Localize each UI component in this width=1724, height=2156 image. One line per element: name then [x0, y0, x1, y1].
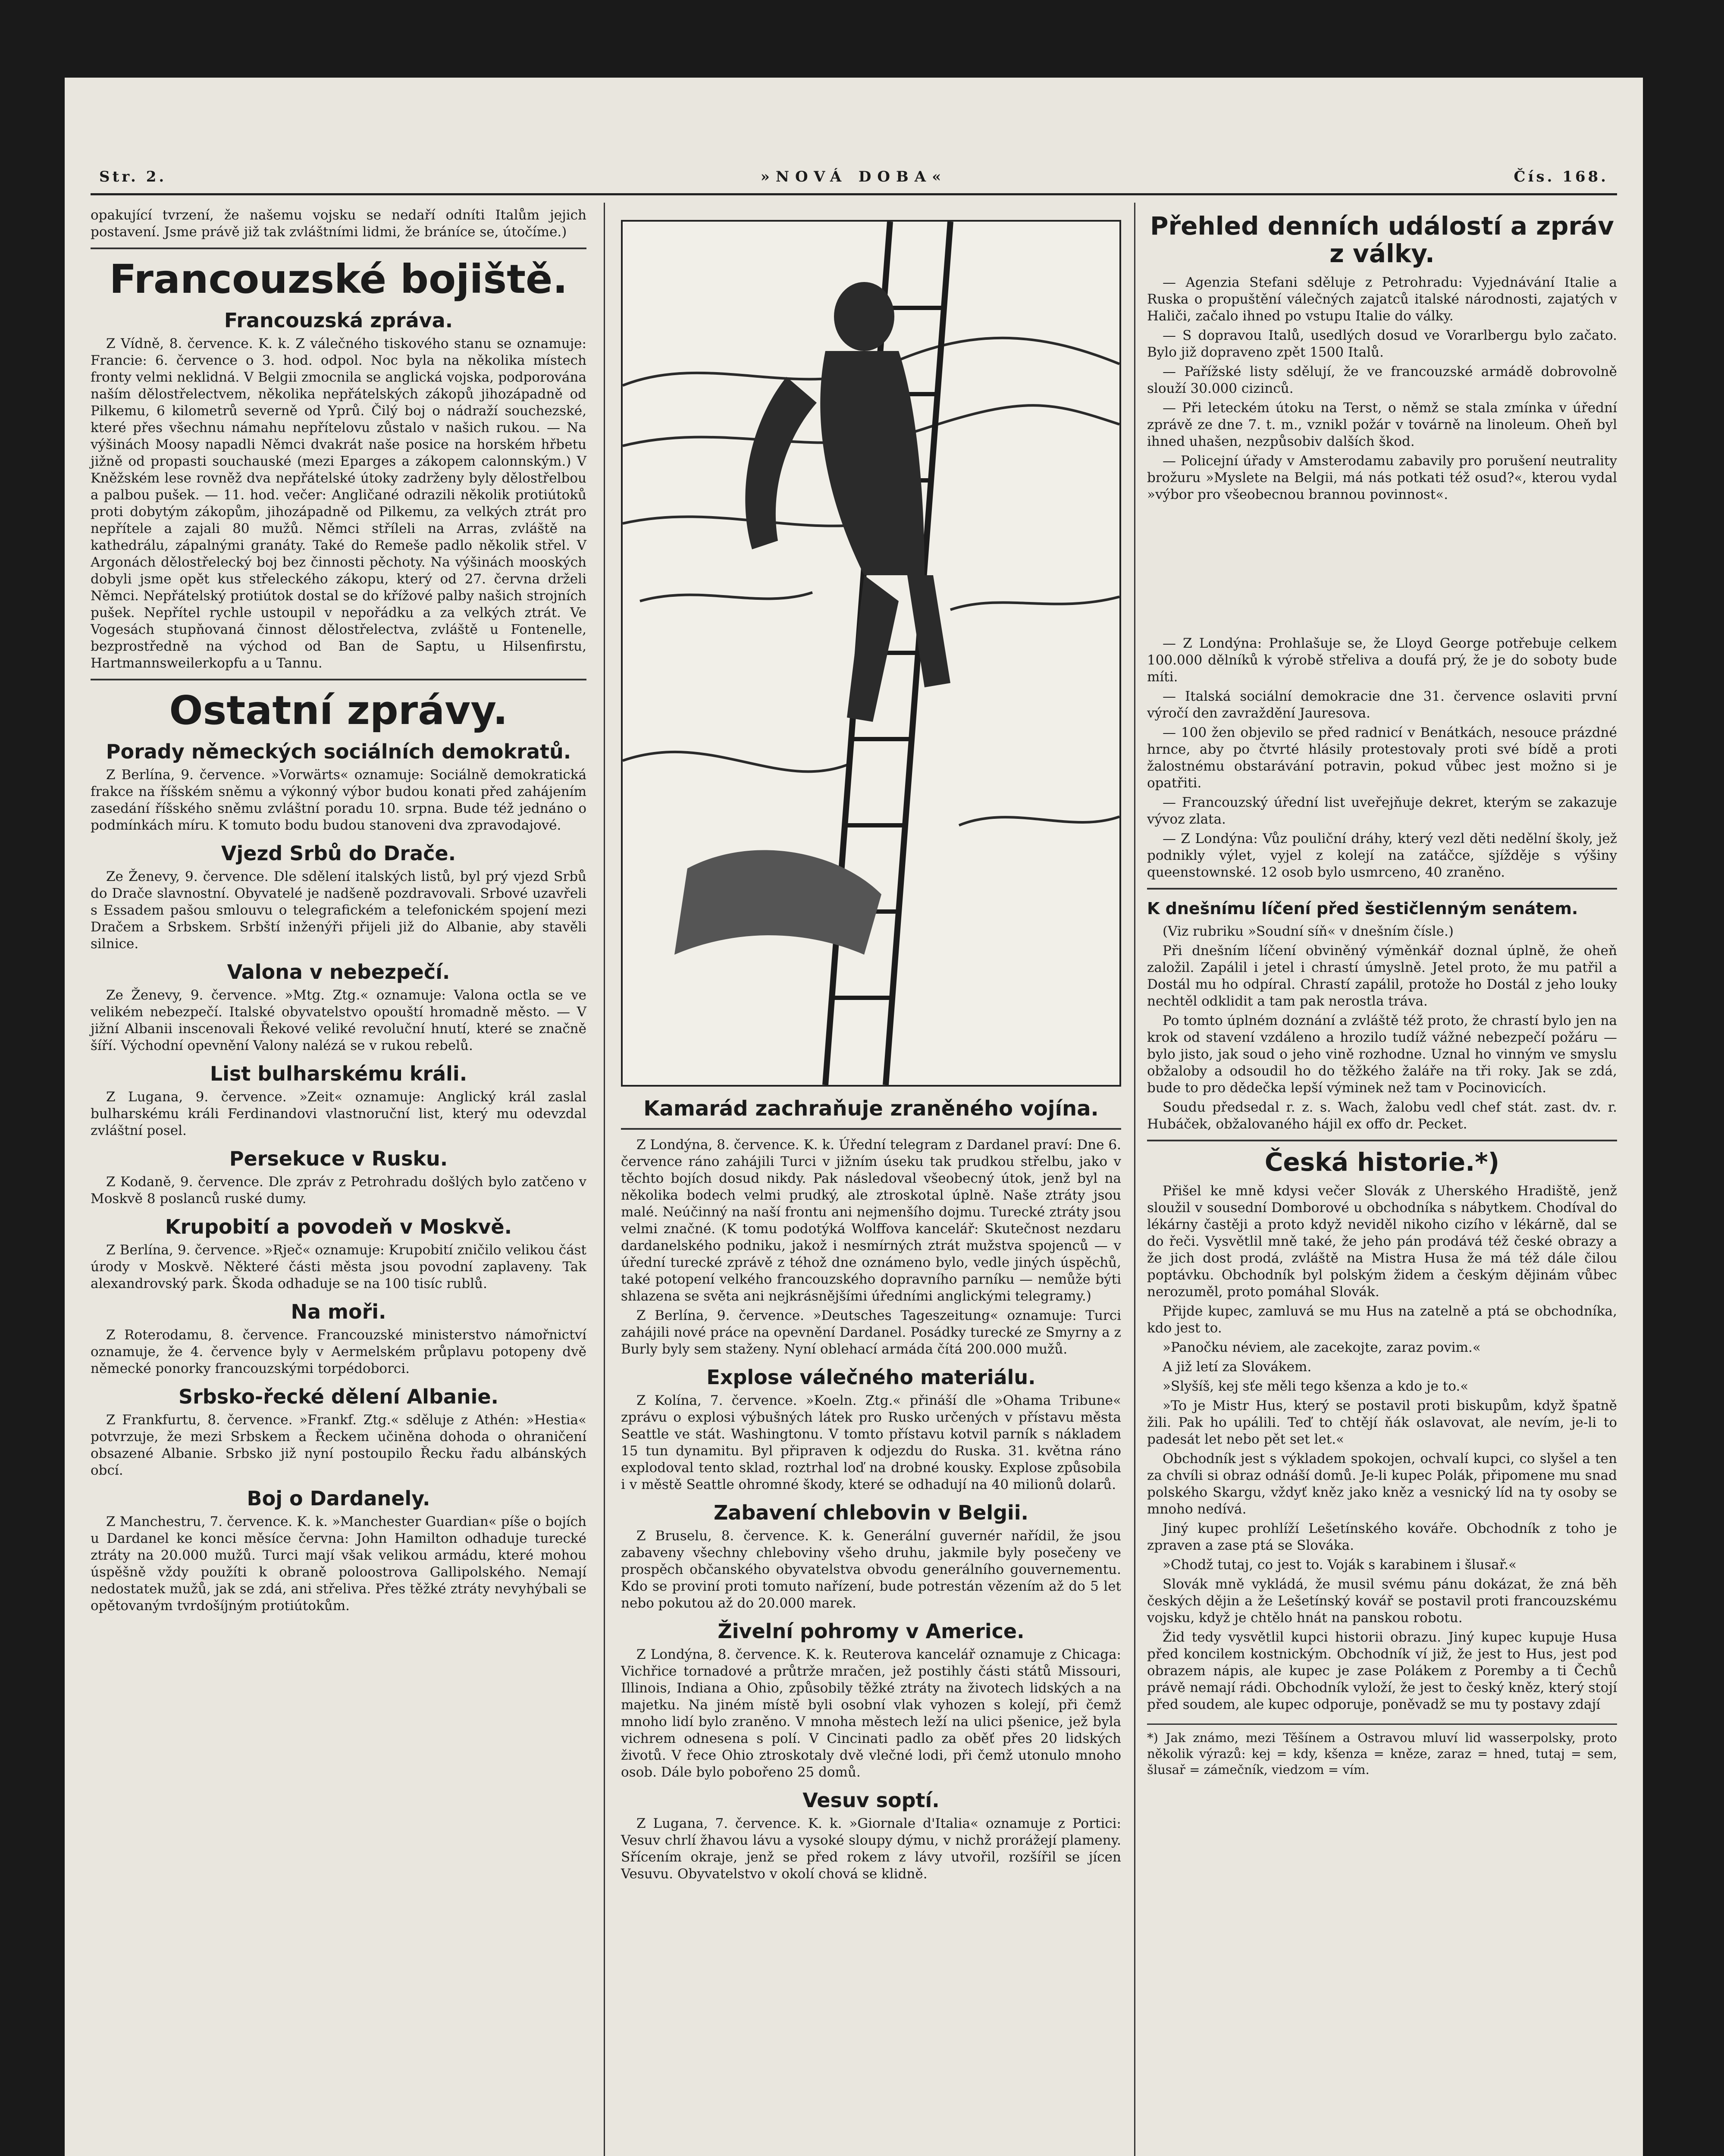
headline-mori: Na moři.: [291, 1300, 386, 1323]
separator: [91, 679, 586, 680]
article-historie: »Panočku néviem, ale zacekojte, zaraz povim.«: [1163, 1340, 1481, 1355]
article-srbove: Ze Ženevy, 9. července. Dle sdělení italských listů, byl prý vjezd Srbů do Drače slavnostní. Obyvatelé je nadšeně pozdravovali. Srbové uzavřeli s Essadem pašou smlouvu o telegrafickém a telefonickém spojení mezi Dračem a Srbskem. Srbští inženýři přijeli již do Albanie, aby stavěli silnice.: [91, 869, 586, 952]
newspaper-page: [65, 78, 1643, 2156]
column-middle: [621, 207, 1121, 1885]
header-rule: [91, 193, 1617, 195]
headline-persekuce: Persekuce v Rusku.: [229, 1147, 448, 1170]
headline-srbove: Vjezd Srbů do Drače.: [221, 842, 456, 865]
prehled-item: — Policejní úřady v Amsterodamu zabavily pro porušení neutrality brožuru »Myslete na Belgii, má nás potkati též osud?«, kterou vydal »výbor pro všeobecnou brannou povinnost«.: [1147, 453, 1617, 502]
prehled-item: — 100 žen objevilo se před radnicí v Benátkách, nesouce prázdné hrnce, aby po čtvrté hlásily protestovaly proti své bídě a proti žalostnému obstarávání potravin, pokud vůbec jest možno si je opatřiti.: [1147, 725, 1617, 791]
article-vesuv: Z Lugana, 7. července. K. k. »Giornale d'Italia« oznamuje z Portici: Vesuv chrlí žhavou lávu a vysoké sloupy dýmu, v nichž prorážejí plameny. Sřícením okraje, jenž se před rokem z lávy utvořil, rozšířil se jícen Vesuvu. Obyvatelstvo v okolí chová se klidně.: [621, 1816, 1121, 1882]
soldier-rescue-drawing: [623, 222, 1119, 1085]
article-historie: Obchodník jest s výkladem spokojen, ochvalí kupci, co slyšel a ten za chvíli si obraz odnáší domů. Je-li kupec Polák, připomene mu snad polského Skargu, vždyť kněz jako kněz a vesnický líd na ty osoby se mnoho nedívá.: [1147, 1451, 1617, 1517]
prehled-item: — Italská sociální demokracie dne 31. července oslaviti první výročí den zavraždění Jauresova.: [1147, 689, 1617, 721]
issue-number: Čís. 168.: [1514, 168, 1608, 185]
article-valona: Ze Ženevy, 9. července. »Mtg. Ztg.« oznamuje: Valona octla se ve velikém nebezpečí. Italské obyvatelstvo opouští hromadně město. — V jižní Albanii inscenovali Řekové veliké revoluční hnutí, které se značně šíří. Východní opevnění Valony nalézá se v rukou rebelů.: [91, 987, 586, 1053]
article-liceni: Soudu předsedal r. z. s. Wach, žalobu vedl chef stát. zast. dv. r. Hubáček, obžalovaného hájil ex offo dr. Pecket.: [1147, 1100, 1617, 1132]
headline-dardanely: Boj o Dardanely.: [247, 1487, 430, 1510]
headline-krupobiti: Krupobití a povodeň v Moskvě.: [165, 1215, 512, 1238]
illustration-soldier: [621, 220, 1121, 1087]
headline-front: Francouzské bojiště.: [109, 256, 568, 302]
headline-chleb: Zabavení chlebovin v Belgii.: [713, 1501, 1029, 1524]
column-divider: [1134, 203, 1135, 2156]
article-pohromy: Z Londýna, 8. července. K. k. Reuterova kancelář oznamuje z Chicaga: Vichřice tornadové a průtrže mračen, jež postihly části států Missouri, Illinois, Indiana a Ohio, způsobily těžké ztráty na životech lidských a na majetku. Na jiném místě byli osobní vlak vyhozen s kolejí, při čemž mnoho lidí bylo zraněno. V mnoha městech leží na ulici pšenice, jež byla vichrem odnesena s polí. V Cincinati padlo za oběť přes 20 lidských životů. V řece Ohio ztroskotaly dvě vlečné lodi, při čemž utonulo mnoho osob. Dále bylo pobořeno 25 domů.: [621, 1647, 1121, 1780]
column-divider: [604, 203, 605, 2156]
article-historie: Žid tedy vysvětlil kupci historii obrazu. Jiný kupec kupuje Husa před koncilem kostnickým. Obchodník ví již, že jest to Hus, jest pod obrazem nápis, ale kupec je zase Polákem z Poremby a ti Čechů právě nemají rádi. Obchodník vyloží, že jest to český kněz, který stojí před soudem, ale kupec odporuje, poněvadž se mu ty postavy zdají: [1147, 1630, 1617, 1712]
liceni-note: (Viz rubriku »Soudní síň« v dnešním čísle.): [1163, 924, 1454, 939]
headline-pohromy: Živelní pohromy v Americe.: [718, 1620, 1025, 1643]
headline-historie: Česká historie.*): [1264, 1147, 1500, 1177]
headline-other: Ostatní zprávy.: [169, 687, 508, 733]
headline-explose: Explose válečného materiálu.: [706, 1366, 1036, 1389]
headline-porady: Porady německých sociálních demokratů.: [106, 740, 571, 763]
illustration-caption: Kamarád zachraňuje zraněného vojína.: [643, 1097, 1099, 1121]
article-krupobiti: Z Berlína, 9. července. »Rječ« oznamuje: Krupobití zničilo velikou část úrody v Moskvě. Některé části města jsou povodní zaplaveny. Tak alexandrovský park. Škoda odhaduje se na 100 tisíc rublů.: [91, 1242, 586, 1291]
article-historie: Jiný kupec prohlíží Lešetínského kováře. Obchodník z toho je zpraven a zase ptá se Slováka.: [1147, 1521, 1617, 1553]
separator: [91, 248, 586, 249]
headline-albanie: Srbsko-řecké dělení Albanie.: [178, 1385, 499, 1408]
prehled-item: — Z Londýna: Prohlašuje se, že Lloyd George potřebuje celkem 100.000 dělníků k výrobě střeliva a doufá prý, že je do soboty bude míti.: [1147, 636, 1617, 685]
article-dardanely: Z Manchestru, 7. července. K. k. »Manchester Guardian« píše o bojích u Dardanel ke konci měsíce června: John Hamilton odhaduje turecké ztráty na 20.000 mužů. Turci mají však velikou armádu, které mohou úspěšně vždy použíti k obraně poloostrova Gallipolského. Nemají nedostatek mužů, jak se zdá, ani střeliva. Přes těžké ztráty nevyhýbali se opětovaným tvrdošíjným protiútokům.: [91, 1514, 586, 1614]
prehled-item: — Při leteckém útoku na Terst, o němž se stala zmínka v úřední zprávě ze dne 7. t. m., vznikl požár v továrně na linoleum. Oheň byl ihned uhašen, nezpůsobiv dalších škod.: [1147, 400, 1617, 449]
article-list: Z Lugana, 9. července. »Zeit« oznamuje: Anglický král zaslal bulharskému králi Ferdinandovi vlastnoruční list, který mu odevzdal zvláštní posel.: [91, 1089, 586, 1138]
article-historie: Přijde kupec, zamluvá se mu Hus na zatelně a ptá se obchodníka, kdo jest to.: [1147, 1304, 1617, 1336]
article-london: Z Londýna, 8. července. K. k. Úřední telegram z Dardanel praví: Dne 6. července ráno zahájili Turci v jižním úseku tak prudkou střelbu, jako v těchto bojích dosud nikdy. Pak následoval všeobecný útok, jenž byl na několika bodech velmi prudký, ale ztroskotal úplně. Naše ztráty jsou malé. Neúčinný na naší frontu ani nejmenšího dojmu. Turecké ztráty jsou velmi značné. (K tomu podotýká Wolffova kancelář: Skutečnost nezdaru dardanelského podniku, jakož i nesmírných ztrát mužstva spojenců — v úřední turecké zprávě z téhož dne oznámeno bylo, vedle jiných úspěchů, také potopení velkého francouzského dopravního parníku — nemůže býti shlazena se světa ani nejkrásnějšími úředními anglickými telegramy.): [621, 1137, 1121, 1304]
prehled-item: — Z Londýna: Vůz pouliční dráhy, který vezl děti nedělní školy, jež podnikly výlet, vyjel z kolejí na zatáčce, sjížděje s výšiny queenstownské. 12 osob bylo usmrceno, 40 zraněno.: [1147, 831, 1617, 880]
article-historie: »Slyšíš, kej sťe měli tego kšenza a kdo je to.«: [1163, 1379, 1469, 1394]
separator: [621, 1128, 1121, 1130]
article-mori: Z Roterodamu, 8. července. Francouzské ministerstvo námořnictví oznamuje, že 4. července byly v Aermelském průplavu potopeny dvě německé ponorky francouzskými torpédoborci.: [91, 1327, 586, 1376]
article-historie: Slovák mně vykládá, že musil svému pánu dokázat, že zná běh českých dějin a že Lešetínský kovář se postavil proti francouzskému vojsku, když je chtělo hnát na panskou robotu.: [1147, 1576, 1617, 1626]
masthead: »NOVÁ DOBA«: [760, 168, 947, 185]
page-number: Str. 2.: [99, 168, 167, 185]
article-historie: »To je Mistr Hus, který se postavil proti biskupům, když špatně žili. Pak ho upálili. Teď to chtějí ňák oslavovat, ale nevím, je-li to padesát let nebo pět set let.«: [1147, 1398, 1617, 1447]
headline-list: List bulharskému králi.: [210, 1062, 467, 1085]
article-explose: Z Kolína, 7. července. »Koeln. Ztg.« přináší dle »Ohama Tribune« zprávu o explosi výbušných látek pro Rusko určených v přístavu města Seattle ve stát. Washingtonu. V tomto přístavu kotvil parník s nákladem 15 tun dynamitu. Byl připraven k odjezdu do Ruska. 31. května ráno explodoval tento sklad, roztrhal loď na drobné kousky. Explose způsobila i v městě Seattle ohromné škody, které se odhadují na 40 milionů dolarů.: [621, 1393, 1121, 1492]
article-liceni: Při dnešním líčení obviněný výměnkář doznal úplně, že oheň založil. Zapálil i jetel i chrastí úmyslně. Jetel proto, že mu patřil a Dostál mu ho odpíral. Chrastí zapálil, protože ho Dostál z jeho louky nechtěl odklidit a tam pak nerostla tráva.: [1147, 943, 1617, 1009]
article-front: Z Vídně, 8. července. K. k. Z válečného tiskového stanu se oznamuje: Francie: 6. července o 3. hod. odpol. Noc byla na několika místech fronty velmi neklidná. V Belgii zmocnila se anglická vojska, podporována naším dělostřelectvem, několika nepřátelských zákopů jihozápadně od Pilkemu, 6 kilometrů severně od Yprů. Čilý boj o nádraží souchezské, které přes všechnu námahu nepřítelovu zůstalo v našich rukou. — Na výšinách Moosy napadli Němci dvakrát naše posice na horském hřbetu jižně od propasti souchauské (mezi Eparges a zákopem calonnským.) V Kněžském lese rovněž dva nepřátelské útoky zadrženy byly dělostřelbou a palbou pušek. — 11. hod. večer: Angličané odrazili několik protiútoků proti dobytým zákopům, jihozápadně od Pilkemu, za velkých ztrát pro nepřítele a zajali 80 mužů. Němci stříleli na Arras, zvláště na kathedrálu, zápalnými granáty. Také do Remeše padlo několik střel. V Argonách dělostřelecký boj bez činnosti pěchoty. Na výšinách mooských dobyli jsme opět kus střeleckého zákopu, který od 27. června drželi Němci. Nepřátelský protiútok dostal se do křížové palby našich strojních pušek. Nepřítel rychle ustoupil v nepořádku a za velkých ztrát. Ve Vogesách stupňovaná činnost dělostřelectva, zvláště u Fontenelle, bezprostředně na východ od Ban de Saptu, u Hilsenfirstu, Hartmannsweilerkopfu a u Tannu.: [91, 336, 586, 671]
subheadline-front: Francouzská zpráva.: [224, 309, 453, 332]
article-berlin: Z Berlína, 9. července. »Deutsches Tageszeitung« oznamuje: Turci zahájili nové práce na opevnění Dardanel. Posádky turecké ze Smyrny a z Burly byly sem staženy. Nyní oblehací armáda čítá 200.000 mužů.: [621, 1308, 1121, 1357]
article-persekuce: Z Kodaně, 9. července. Dle zpráv z Petrohradu došlých bylo zatčeno v Moskvě 8 poslanců ruské dumy.: [91, 1174, 586, 1206]
column-left: [91, 207, 586, 1617]
article-historie: Přišel ke mně kdysi večer Slovák z Uherského Hradiště, jenž sloužil v sousední Domborové u obchodníka s nábytkem. Chodíval do lékárny častěji a proto když neviděl nikoho cizího v lékárně, dal se do řeči. Vysvětlil mně také, že jeho pán prodává též české obrazy a že jich dost prodá, zvláště na Mistra Husa že má též dále čilou poptávku. Obchodník byl polským židem a českým dějinám vůbec nerozuměl, proto pomáhal Slovák.: [1147, 1183, 1617, 1300]
headline-valona: Valona v nebezpečí.: [227, 960, 450, 984]
column-right: [1147, 207, 1617, 1778]
prehled-item: — Francouzský úřední list uveřejňuje dekret, kterým se zakazuje vývoz zlata.: [1147, 795, 1617, 827]
headline-vesuv: Vesuv soptí.: [802, 1789, 940, 1812]
footnote: *) Jak známo, mezi Těšínem a Ostravou mluví lid wasserpolsky, proto několik výrazů: kej = kdy, kšenza = kněze, zaraz = hned, tutaj = sem, šlusař = zámečník, viedzom = vím.: [1147, 1724, 1617, 1778]
separator: [1147, 1140, 1617, 1141]
article-historie: A již letí za Slovákem.: [1163, 1359, 1312, 1375]
article-porady: Z Berlína, 9. července. »Vorwärts« oznamuje: Sociálně demokratická frakce na říšském sněmu a výkonný výbor budou konati před zahájením zasedání říšského sněmu zvláštní poradu 10. srpna. Bude též jednáno o podmínkách míru. K tomuto bodu budou stanoveni dva zpravodajové.: [91, 767, 586, 833]
prehled-item: — Agenzia Stefani sděluje z Petrohradu: Vyjednávání Italie a Ruska o propuštění válečných zajatců italské národnosti, zajatých v Haliči, začalo ihned po vstupu Italie do války.: [1147, 275, 1617, 324]
prehled-item: — S dopravou Italů, usedlých dosud ve Vorarlbergu bylo začato. Bylo již dopraveno zpět 1500 Italů.: [1147, 328, 1617, 360]
article-albanie: Z Frankfurtu, 8. července. »Frankf. Ztg.« sděluje z Athén: »Hestia« potvrzuje, že mezi Srbskem a Řeckem učiněna dohoda o ohraničení obsazené Albanie. Srbsko již nyní postoupilo Řecku řadu albánských obcí.: [91, 1412, 586, 1478]
intro-text: opakující tvrzení, že našemu vojsku se nedaří odníti Italům jejich postavení. Jsme právě již tak zvláštními lidmi, že bráníce se, útočíme.): [91, 207, 586, 240]
separator: [1147, 888, 1617, 890]
article-liceni: Po tomto úplném doznání a zvláště též proto, že chrastí bylo jen na krok od stavení vzdáleno a hrozilo tudíž vážné nebezpečí požáru — bylo jisto, jak soud o jeho vině rozhodne. Uznal ho vinným ve smyslu obžaloby a odsoudil ho do těžkého žaláře na tři roky. Jak se zdá, bude to pro dědečka lepší výminek než tam v Pocinovicích.: [1147, 1013, 1617, 1096]
headline-prehled: Přehled denních událostí a zpráv z války.: [1150, 211, 1614, 268]
blank-space: [1147, 506, 1617, 635]
prehled-item: — Pařížské listy sdělují, že ve francouzské armádě dobrovolně slouží 30.000 cizinců.: [1147, 364, 1617, 396]
article-chleb: Z Bruselu, 8. července. K. k. Generální guvernér nařídil, že jsou zabaveny všechny chleboviny všeho druhu, jakmile byly posečeny ve prospěch občanského obyvatelstva obvodu generálního gouvernementu. Kdo se proviní proti tomuto nařízení, bude potrestán vězením až do 5 let nebo pokutou až do 20.000 marek.: [621, 1528, 1121, 1611]
headline-liceni: K dnešnímu líčení před šestičlenným senátem.: [1147, 899, 1578, 918]
article-historie: »Chodž tutaj, co jest to. Voják s karabinem i šlusař.«: [1163, 1557, 1517, 1573]
